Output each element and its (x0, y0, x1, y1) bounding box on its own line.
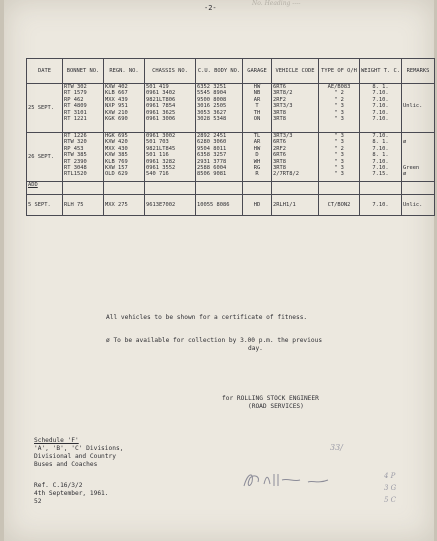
vehicle-code-value: 6RT6 (273, 139, 286, 146)
body-value: 3028 5348 (197, 115, 227, 122)
reference-page-code: 52 (34, 498, 42, 505)
certificate-note: All vehicles to be shown for a certificate of fitness. (106, 314, 308, 321)
bonnet-value: RT 2390 (64, 158, 87, 165)
add-cell-body: 10055 8086 (196, 195, 243, 216)
remarks-value: ø (402, 139, 407, 146)
regn-value: KLB 667 (105, 90, 128, 97)
add-cell-chassis: 9613E7002 (145, 195, 196, 216)
cell-bonnet (63, 84, 104, 133)
handwritten-mark-3: 3 G (384, 484, 397, 492)
garage-value: TL (253, 133, 261, 139)
col-vehicle-code: VEHICLE CODE (272, 59, 319, 84)
vehicle-code-value: 3RT8/2 (273, 90, 293, 97)
garage-value: AR (253, 96, 261, 103)
chassis-value: 501 116 (146, 152, 169, 159)
body-value: 6280 3060 (197, 139, 227, 146)
cell-date: 26 SEPT. (27, 133, 63, 182)
body-value: 9500 8008 (197, 96, 227, 103)
chassis-value: 0961 3625 (146, 109, 176, 116)
cell-garage (243, 84, 272, 133)
regn-value: KGK 690 (105, 115, 128, 122)
cell-chassis (145, 133, 196, 182)
garage-value: D (255, 152, 259, 159)
type-oh-value: " 3 (334, 158, 344, 165)
cell-vehicle-code (272, 84, 319, 133)
remarks-value (403, 116, 433, 122)
vehicle-code-value: 6RT6 (273, 152, 286, 159)
weight-value: 7.10. (372, 133, 389, 139)
collection-note-line2: day. (248, 345, 263, 352)
bonnet-value: RT 3048 (64, 164, 87, 171)
regn-value: OLD 629 (105, 171, 128, 178)
weight-value: 7.10. (372, 115, 389, 122)
reference-date: 4th September, 1961. (34, 490, 109, 497)
garage-value: AR (253, 139, 261, 146)
faded-header-text: No. Heading ---- (252, 0, 301, 7)
regn-value: KXW 402 (105, 84, 128, 90)
empty-cell (401, 182, 434, 195)
add-cell-garage: HD (243, 195, 272, 216)
garage-value: RG (253, 164, 261, 171)
garage-value: T (255, 103, 259, 110)
col-date: DATE (27, 59, 63, 84)
cell-type-oh (319, 84, 360, 133)
add-cell-weight: 7.10. (360, 195, 402, 216)
chassis-value: 9821LT806 (146, 96, 176, 103)
type-oh-value: " 3 (334, 139, 344, 146)
vehicle-code-value: 3RT8 (273, 164, 286, 171)
col-garage: GARAGE (243, 59, 272, 84)
garage-value: WH (253, 158, 261, 165)
vehicle-code-value: 3RT8 (273, 158, 286, 165)
cell-weight (360, 84, 402, 133)
signature-line-2: (ROAD SERVICES) (248, 403, 304, 410)
cell-body (196, 133, 243, 182)
handwritten-signature (238, 468, 358, 492)
cell-date: 25 SEPT. (27, 84, 63, 133)
weight-value: 7.10. (372, 164, 389, 171)
add-cell-remarks: Unlic. (401, 195, 434, 216)
table-row (27, 84, 435, 133)
weight-value: 7.10. (372, 145, 389, 152)
reference-number: Ref. C.16/3/2 (34, 482, 83, 489)
garage-value: HW (253, 145, 261, 152)
chassis-value: 0961 3552 (146, 164, 176, 171)
weight-value: 7.10. (372, 90, 389, 97)
vehicle-code-value: 2/7RT8/2 (273, 171, 299, 178)
bonnet-value: RTW 385 (64, 152, 87, 159)
body-value: 6352 3251 (197, 84, 227, 90)
add-data-row (27, 195, 435, 216)
vehicle-code-value: 3RT8 (273, 115, 286, 122)
body-value: 3016 2505 (197, 103, 227, 110)
add-cell-vehicle-code: 2RLH1/1 (272, 195, 319, 216)
garage-value: TH (253, 109, 261, 116)
handwritten-mark-1: 33/ (330, 443, 343, 452)
collection-note-line1: ø To be available for collection by 3.00 p.m. the previous (106, 337, 323, 344)
bonnet-value: RTW 302 (64, 84, 87, 90)
table-header-row (27, 59, 435, 84)
table-row (27, 133, 435, 182)
schedule-line-2: Divisional and Country (34, 453, 116, 460)
chassis-value: 501 419 (146, 84, 169, 90)
garage-value: ON (253, 115, 261, 122)
schedule-title: Schedule 'F' (34, 437, 79, 444)
add-cell-bonnet: RLH 75 (63, 195, 104, 216)
weight-value: 8. 1. (372, 139, 389, 146)
weight-value: 7.10. (372, 96, 389, 103)
body-value: 8506 9081 (197, 171, 227, 178)
type-oh-value: " 2 (334, 145, 344, 152)
handwritten-mark-4: 5 C (384, 496, 397, 504)
chassis-value: 0961 3006 (146, 115, 176, 122)
type-oh-value: " 3 (334, 133, 344, 139)
body-value: 2892 2451 (197, 133, 227, 139)
body-value: 2588 6004 (197, 164, 227, 171)
cell-vehicle-code (272, 133, 319, 182)
vehicle-code-value: 3RT3/3 (273, 103, 293, 110)
weight-value: 7.10. (372, 109, 389, 116)
col-chassis: CHASSIS NO. (145, 59, 196, 84)
body-value: 2931 3778 (197, 158, 227, 165)
type-oh-value: " 3 (334, 152, 344, 159)
regn-value: KLB 769 (105, 158, 128, 165)
col-remarks: REMARKS (401, 59, 434, 84)
chassis-value: 9821LT845 (146, 145, 176, 152)
weight-value: 8. 1. (372, 84, 389, 90)
cell-regn (104, 84, 145, 133)
weight-value: 7.15. (372, 171, 389, 178)
schedule-line-3: Buses and Coaches (34, 461, 98, 468)
bonnet-value: RT 3101 (64, 109, 87, 116)
bonnet-value: RT 1226 (64, 133, 87, 139)
empty-cell (145, 182, 196, 195)
bonnet-value: RT 1579 (64, 90, 87, 97)
body-value: 3053 3627 (197, 109, 227, 116)
chassis-value: 0961 3002 (146, 133, 176, 139)
vehicle-code-value: 2RF2 (273, 96, 286, 103)
chassis-value: 0961 3402 (146, 90, 176, 97)
col-bonnet: BONNET NO. (63, 59, 104, 84)
remarks-value: Unlic. (402, 103, 423, 110)
vehicle-code-value: 6RT6 (273, 84, 286, 90)
cell-chassis (145, 84, 196, 133)
empty-cell (243, 182, 272, 195)
garage-value: R (255, 171, 259, 178)
cell-regn (104, 133, 145, 182)
add-cell-date: 5 SEPT. (27, 195, 63, 216)
cell-body (196, 84, 243, 133)
regn-value: HGK 695 (105, 133, 128, 139)
empty-cell (319, 182, 360, 195)
cell-bonnet (63, 133, 104, 182)
garage-value: HW (253, 84, 261, 90)
overhaul-schedule-table (26, 58, 435, 216)
type-oh-value: AE/B083 (327, 84, 351, 90)
chassis-value: 501 703 (146, 139, 169, 146)
bonnet-value: RTL1520 (64, 171, 87, 178)
bonnet-value: RT 4809 (64, 103, 87, 110)
regn-value: KXW 385 (105, 152, 128, 159)
add-cell-type-oh: CT/BON2 (319, 195, 360, 216)
remarks-value: ø (402, 171, 407, 178)
bonnet-value: RTW 320 (64, 139, 87, 146)
body-value: 9504 8011 (197, 145, 227, 152)
schedule-line-1: 'A', 'B', 'C' Divisions, (34, 445, 124, 452)
type-oh-value: " 3 (334, 115, 344, 122)
page-number: -2- (204, 4, 217, 12)
weight-value: 7.10. (372, 103, 389, 110)
type-oh-value: " 3 (334, 103, 344, 110)
regn-value: MXX 430 (105, 145, 128, 152)
cell-remarks (401, 133, 434, 182)
regn-value: KXW 420 (105, 139, 128, 146)
body-value: 5545 8904 (197, 90, 227, 97)
type-oh-value: " 2 (334, 90, 344, 97)
bonnet-value: RP 453 (64, 145, 84, 152)
add-label-row (27, 182, 435, 195)
vehicle-code-value: 3RT3/3 (273, 133, 293, 139)
cell-type-oh (319, 133, 360, 182)
weight-value: 7.10. (372, 158, 389, 165)
regn-value: KXW 157 (105, 164, 128, 171)
weight-value: 8. 1. (372, 152, 389, 159)
type-oh-value: " 3 (334, 164, 344, 171)
vehicle-code-value: 3RT8 (273, 109, 286, 116)
regn-value: MXX 439 (105, 96, 128, 103)
cell-weight (360, 133, 402, 182)
empty-cell (104, 182, 145, 195)
bonnet-value: RT 1221 (64, 115, 87, 122)
bonnet-value: RP 462 (64, 96, 84, 103)
add-label: ADD (27, 182, 63, 195)
chassis-value: 0961 7854 (146, 103, 176, 110)
garage-value: NB (253, 90, 261, 97)
body-value: 6358 3257 (197, 152, 227, 159)
col-regn: REGN. NO. (104, 59, 145, 84)
signature-line-1: for ROLLING STOCK ENGINEER (222, 395, 319, 402)
remarks-value: Green (402, 164, 420, 171)
col-body: C.U. BODY NO. (196, 59, 243, 84)
regn-value: KXW 210 (105, 109, 128, 116)
vehicle-code-value: 2RF2 (273, 145, 286, 152)
empty-cell (196, 182, 243, 195)
add-cell-regn: MXX 275 (104, 195, 145, 216)
cell-remarks (401, 84, 434, 133)
type-oh-value: " 3 (334, 171, 344, 178)
type-oh-value: " 2 (334, 96, 344, 103)
col-weight: WEIGHT T. C. (360, 59, 402, 84)
chassis-value: 540 716 (146, 171, 169, 178)
cell-garage (243, 133, 272, 182)
empty-cell (272, 182, 319, 195)
regn-value: NXP 951 (105, 103, 128, 110)
type-oh-value: " 3 (334, 109, 344, 116)
col-type-oh: TYPE OF O/H (319, 59, 360, 84)
empty-cell (63, 182, 104, 195)
chassis-value: 0961 3282 (146, 158, 176, 165)
handwritten-mark-2: 4 P (384, 472, 396, 480)
empty-cell (360, 182, 402, 195)
